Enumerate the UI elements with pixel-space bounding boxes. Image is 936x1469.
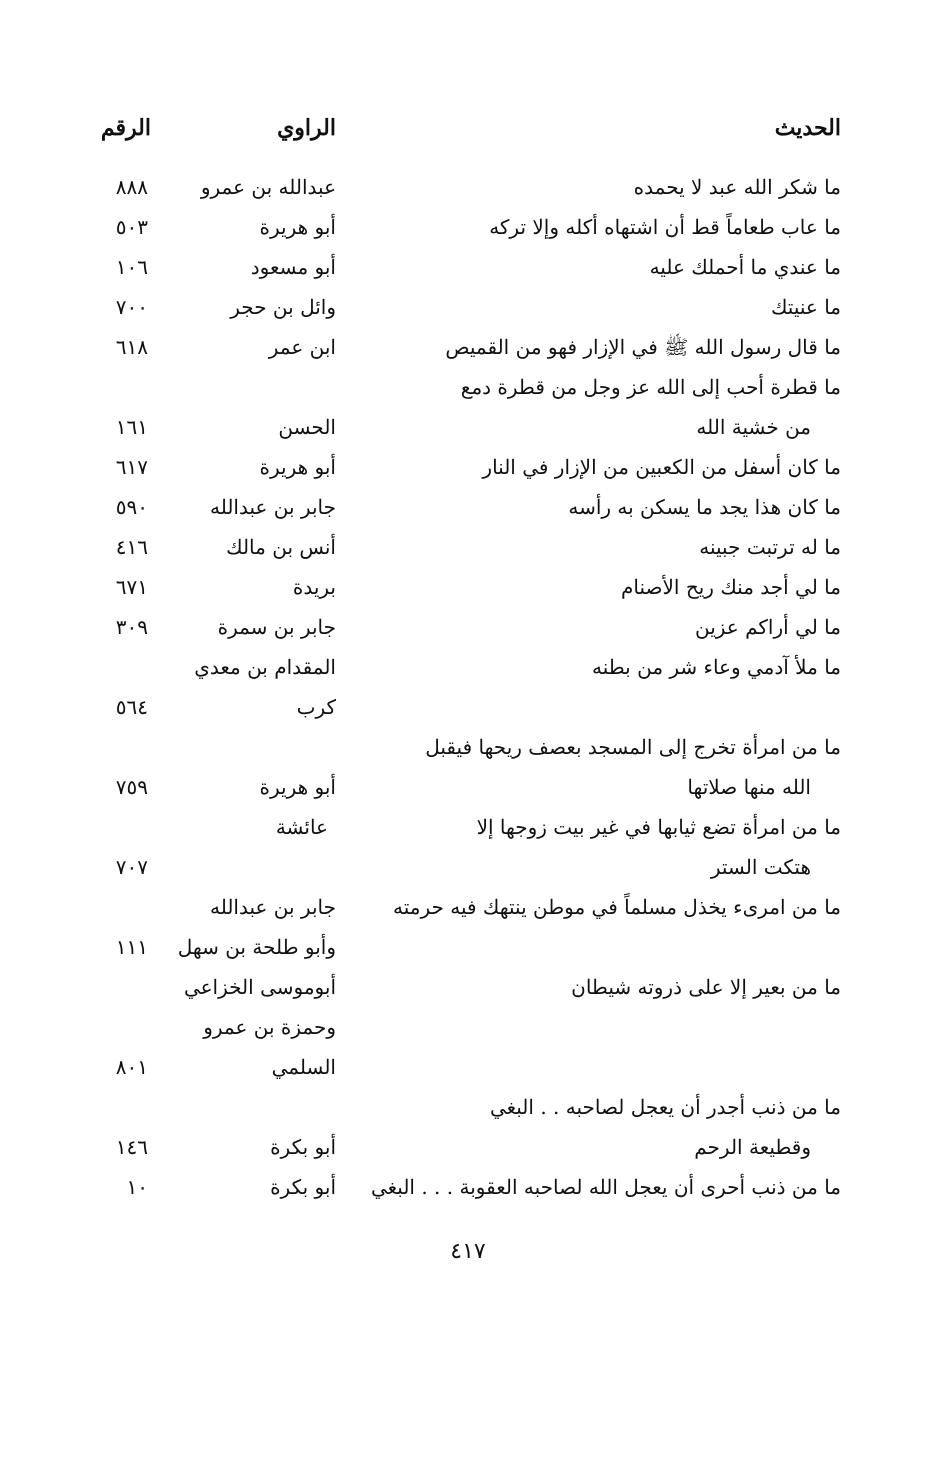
hadith-text: ما له ترتبت جبينه [699,535,841,559]
hadith-number: ١٠ [126,1175,148,1199]
hadith-number: ٥٠٣ [115,215,148,239]
hadith-number: ٦١٧ [115,455,148,479]
hadith-number: ٧٠٧ [115,855,148,879]
hadith-text: ما شكر الله عبد لا يحمده [633,175,841,199]
hadith-number: ١٠٦ [115,255,148,279]
narrator-name: جابر بن عبدالله [209,895,336,919]
hadith-text: ما قطرة أحب إلى الله عز وجل من قطرة دمع [460,375,841,399]
hadith-text: ما من امرأة تضع ثيابها في غير بيت زوجها إلا [476,815,841,839]
narrator-name-continuation: وأبو طلحة بن سهل [177,935,336,959]
hadith-text-continuation: الله منها صلاتها [687,775,811,799]
hadith-text: ما لي أراكم عزين [694,615,841,639]
header-hadith: الحديث [774,115,841,141]
hadith-text: ما من ذنب أحرى أن يعجل الله لصاحبه العقوبة . . . البغي [370,1175,841,1199]
narrator-name-continuation: كرب [296,695,336,719]
hadith-text: ما من امرىء يخذل مسلماً في موطن ينتهك فيه حرمته [393,895,841,919]
narrator-name-continuation: السلمي [271,1055,336,1079]
narrator-name-continuation: وحمزة بن عمرو [203,1015,336,1039]
hadith-text-continuation: من خشية الله [696,415,811,439]
hadith-number: ١٤٦ [115,1135,148,1159]
narrator-name: أبو هريرة [259,215,336,239]
page-number: ٤١٧ [450,1239,486,1264]
hadith-text: ما عنيتك [770,295,841,319]
narrator-name: جابر بن عبدالله [209,495,336,519]
hadith-text: ما كان هذا يجد ما يسكن به رأسه [568,495,841,519]
narrator-name: المقدام بن معدي [194,655,336,679]
hadith-text: ما قال رسول الله ﷺ في الإزار فهو من القميص [445,335,841,359]
narrator-name: وائل بن حجر [230,295,336,319]
hadith-number: ٦١٨ [115,335,148,359]
hadith-number: ٦٧١ [115,575,148,599]
hadith-number: ٧٠٠ [115,295,148,319]
narrator-name: أبوموسى الخزاعي [183,975,336,999]
narrator-name: أبو هريرة [259,455,336,479]
hadith-text: ما من بعير إلا على ذروته شيطان [571,975,841,999]
narrator-name: الحسن [278,415,336,439]
narrator-name: بريدة [292,575,336,599]
hadith-text: ما لي أجد منك ريح الأصنام [621,575,841,599]
narrator-name: ابن عمر [268,335,336,359]
narrator-name: أبو هريرة [259,775,336,799]
hadith-number: ٨٠١ [115,1055,148,1079]
hadith-text: ما عاب طعاماً قط أن اشتهاه أكله وإلا تركه [489,215,841,239]
hadith-number: ٣٠٩ [115,615,148,639]
hadith-text: ما ملأ آدمي وعاء شر من بطنه [592,655,841,679]
narrator-name: أبو بكرة [270,1135,336,1159]
narrator-name: أبو مسعود [250,255,336,279]
hadith-text-continuation: هتكت الستر [710,855,811,879]
narrator-name: جابر بن سمرة [217,615,336,639]
narrator-name: عبدالله بن عمرو [200,175,336,199]
header-number: الرقم [100,115,151,141]
hadith-number: ٤١٦ [115,535,148,559]
narrator-name: أبو بكرة [270,1175,336,1199]
hadith-text: ما من امرأة تخرج إلى المسجد بعصف ريحها فيقبل [425,735,841,759]
narrator-name: أنس بن مالك [226,535,336,559]
narrator-name: عائشة [275,815,328,839]
hadith-number: ٥٦٤ [115,695,148,719]
hadith-text: ما كان أسفل من الكعبين من الإزار في النار [482,455,841,479]
hadith-number: ١٦١ [115,415,148,439]
hadith-text-continuation: وقطيعة الرحم [694,1135,811,1159]
hadith-number: ٥٩٠ [115,495,148,519]
hadith-number: ٨٨٨ [115,175,148,199]
hadith-number: ٧٥٩ [115,775,148,799]
hadith-number: ١١١ [115,935,148,959]
header-narrator: الراوي [277,115,336,141]
hadith-text: ما عندي ما أحملك عليه [649,255,841,279]
hadith-text: ما من ذنب أجدر أن يعجل لصاحبه . . البغي [489,1095,841,1119]
